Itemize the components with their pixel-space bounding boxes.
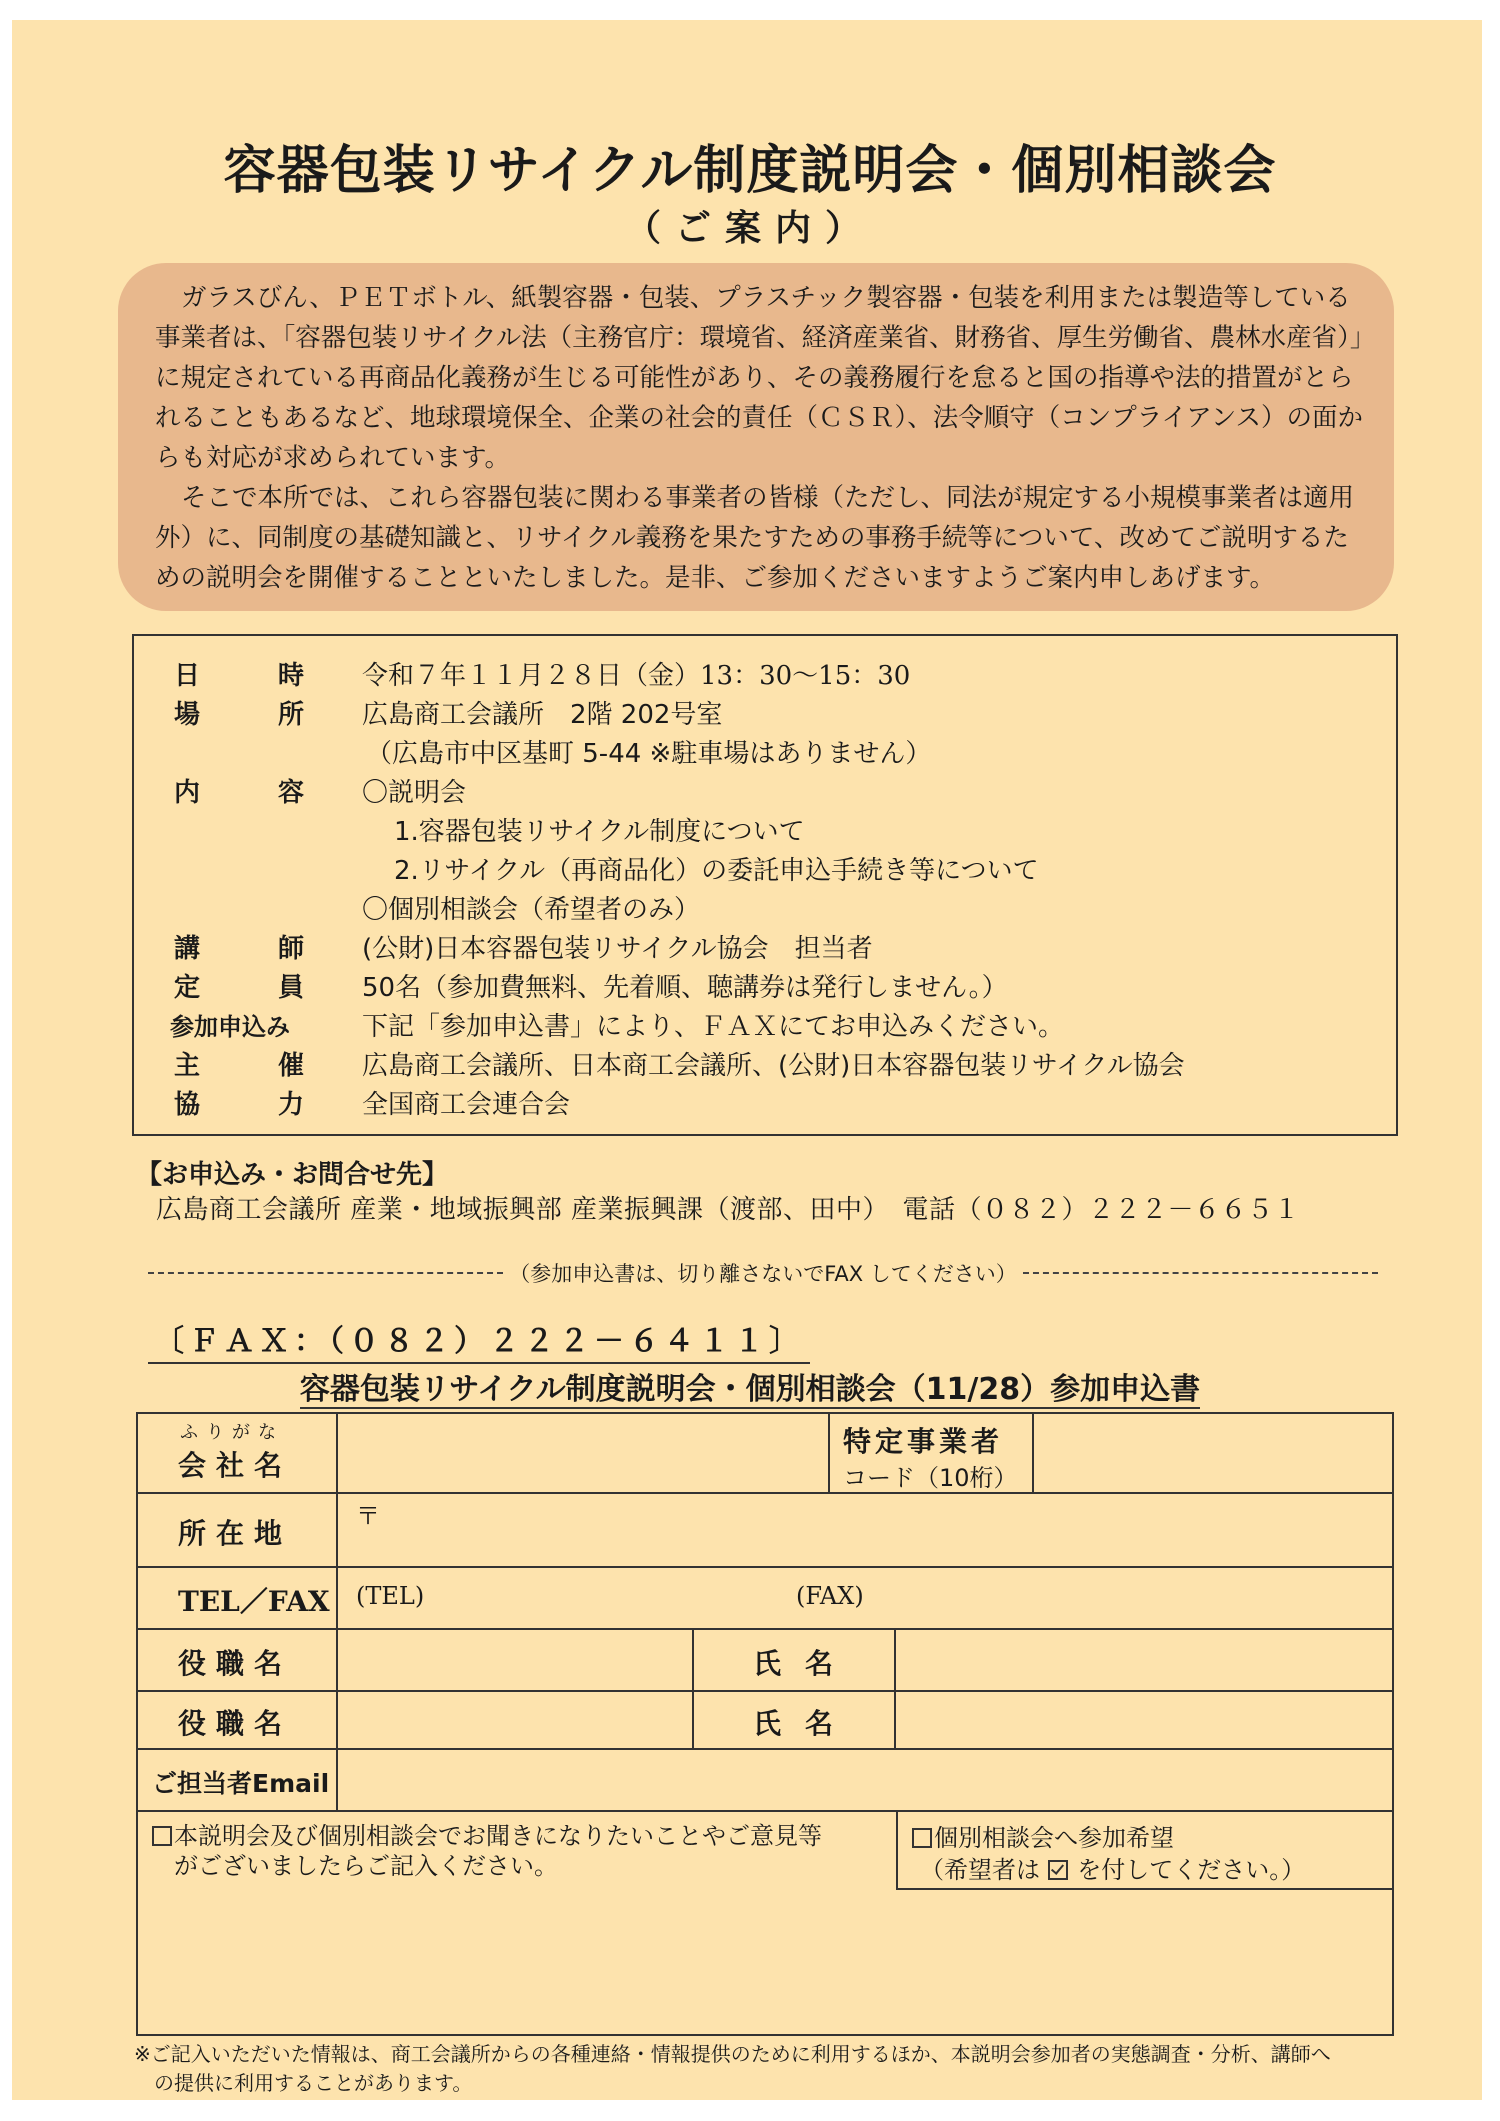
- consultation-note: （希望者は を付してください。）: [920, 1856, 1306, 1884]
- detail-label-lecturer: 講 師: [174, 934, 304, 964]
- checked-box-icon: [1048, 1860, 1068, 1880]
- business-code-sublabel: コード（10桁）: [843, 1464, 1018, 1492]
- detail-value-capacity: 50名（参加費無料、先着順、聴講券は発行しません。）: [362, 973, 1008, 1003]
- detail-value-content-sub1: 1.容器包装リサイクル制度について: [394, 817, 805, 847]
- detail-value-content-sub2: 2.リサイクル（再商品化）の委託申込手続き等について: [394, 856, 1039, 886]
- comments-checkbox[interactable]: [152, 1826, 172, 1846]
- detail-label-coop: 協 力: [174, 1090, 304, 1120]
- comments-field[interactable]: [140, 1880, 894, 2030]
- position-label: 役職名: [178, 1647, 293, 1680]
- detail-label-place: 場 所: [174, 700, 304, 730]
- company-name-field[interactable]: [340, 1416, 826, 1490]
- cut-line-text: （参加申込書は、切り離さないでFAX してください）: [509, 1262, 1017, 1286]
- intro-text: [155, 278, 1370, 598]
- form-title: 容器包装リサイクル制度説明会・個別相談会（11/28）参加申込書: [299, 1372, 1201, 1407]
- form-rule: [828, 1414, 830, 1492]
- privacy-footnote-line1: ※ご記入いただいた情報は、商工会議所からの各種連絡・情報提供のために利用するほか、本説明会参加者の実態調査・分析、講師へ: [134, 2042, 1331, 2066]
- comments-prompt-line2: がございましたらご記入ください。: [174, 1852, 558, 1880]
- detail-value-place: 広島商工会議所 2階 202号室: [362, 700, 723, 730]
- fax-number-heading: 〔ＦＡＸ：（０８２）２２２－６４１１〕: [148, 1316, 810, 1364]
- event-details-box: [132, 634, 1398, 1136]
- privacy-footnote-line2: の提供に利用することがあります。: [154, 2071, 473, 2095]
- comments-prompt: 本説明会及び個別相談会でお聞きになりたいことやご意見等: [152, 1816, 822, 1851]
- email-field[interactable]: [340, 1750, 1390, 1808]
- detail-label-capacity: 定 員: [174, 973, 304, 1003]
- form-rule: [336, 1414, 338, 1810]
- detail-label-apply: 参加申込み: [170, 1013, 290, 1041]
- business-code-label: 特定事業者: [843, 1425, 1004, 1458]
- address-field[interactable]: [340, 1494, 1390, 1564]
- business-code-field[interactable]: [1036, 1416, 1390, 1490]
- form-rule: [692, 1628, 694, 1748]
- form-rule: [894, 1628, 896, 1748]
- detail-value-datetime: 令和７年１１月２８日（金）13：30～15：30: [362, 661, 911, 691]
- application-form: [136, 1412, 1394, 2036]
- furigana-label: ふりがな: [180, 1422, 284, 1443]
- telfax-label: TEL／FAX: [178, 1585, 330, 1618]
- intro-paragraph-1: ガラスびん、ＰＥＴボトル、紙製容器・包装、プラスチック製容器・包装を利用または製造等している事業者は、「容器包装リサイクル法（主務官庁：環境省、経済産業省、財務省、厚生労働省、農林水産省）」に規定されている再商品化義務が生じる可能性があり、その義務履行を怠ると国の指導や法的措置がとられることもあるなど、地球環境保全、企業の社会的責任（ＣＳＲ）、法令順守（コンプライアンス）の面からも対応が求められています。: [155, 283, 1363, 473]
- page-title: 容器包装リサイクル制度説明会・個別相談会: [223, 141, 1277, 201]
- tel-prefix: (TEL): [356, 1582, 425, 1610]
- detail-value-content-2: 〇個別相談会（希望者のみ）: [362, 895, 701, 925]
- position-field[interactable]: [340, 1630, 690, 1688]
- position-label-2: 役職名: [178, 1707, 293, 1740]
- company-name-label: 会社名: [178, 1449, 293, 1482]
- postal-mark: 〒: [356, 1502, 380, 1530]
- detail-label-host: 主 催: [174, 1051, 304, 1081]
- detail-label-content: 内 容: [174, 778, 304, 808]
- address-label: 所在地: [178, 1517, 293, 1550]
- detail-value-lecturer: (公財)日本容器包装リサイクル協会 担当者: [362, 934, 873, 964]
- detail-value-coop: 全国商工会連合会: [362, 1090, 571, 1120]
- contact-info: 広島商工会議所 産業・地域振興部 産業振興課（渡部、田中） 電話（０８２）２２２－６６５１: [156, 1195, 1301, 1225]
- privacy-footnote: [134, 2040, 1394, 2098]
- telfax-field[interactable]: [340, 1568, 1390, 1626]
- detail-value-apply: 下記「参加申込書」により、ＦＡＸにてお申込みください。: [362, 1012, 1065, 1042]
- form-rule: [138, 1810, 1392, 1812]
- detail-label-datetime: 日 時: [174, 661, 304, 691]
- contact-heading: 【お申込み・お問合せ先】: [136, 1160, 449, 1190]
- email-label: ご担当者Email: [152, 1769, 330, 1798]
- cut-line-dash-left: [148, 1272, 503, 1274]
- detail-value-content-1: 〇説明会: [362, 778, 467, 808]
- consultation-option: 個別相談会へ参加希望: [912, 1818, 1174, 1853]
- page-subtitle: （ご案内）: [624, 208, 875, 249]
- detail-value-host: 広島商工会議所、日本商工会議所、(公財)日本容器包装リサイクル協会: [362, 1051, 1185, 1081]
- name-field-2[interactable]: [898, 1692, 1390, 1746]
- cut-line: [148, 1258, 1378, 1288]
- detail-value-place-note: （広島市中区基町 5-44 ※駐車場はありません）: [366, 739, 932, 769]
- name-field[interactable]: [898, 1630, 1390, 1688]
- consultation-checkbox[interactable]: [912, 1828, 932, 1848]
- intro-paragraph-2: そこで本所では、これら容器包装に関わる事業者の皆様（ただし、同法が規定する小規模事業者は適用外）に、同制度の基礎知識と、リサイクル義務を果たすための事務手続等について、改めてご説明するための説明会を開催することといたしました。是非、ご参加くださいますようご案内申しあげます。: [155, 483, 1355, 593]
- form-rule: [1032, 1414, 1034, 1492]
- name-label-2: 氏名: [753, 1707, 858, 1740]
- cut-line-dash-right: [1023, 1272, 1378, 1274]
- form-rule: [896, 1810, 898, 1888]
- fax-prefix: (FAX): [796, 1582, 864, 1610]
- position-field-2[interactable]: [340, 1692, 690, 1746]
- name-label: 氏名: [753, 1647, 858, 1680]
- form-rule: [896, 1888, 1392, 1890]
